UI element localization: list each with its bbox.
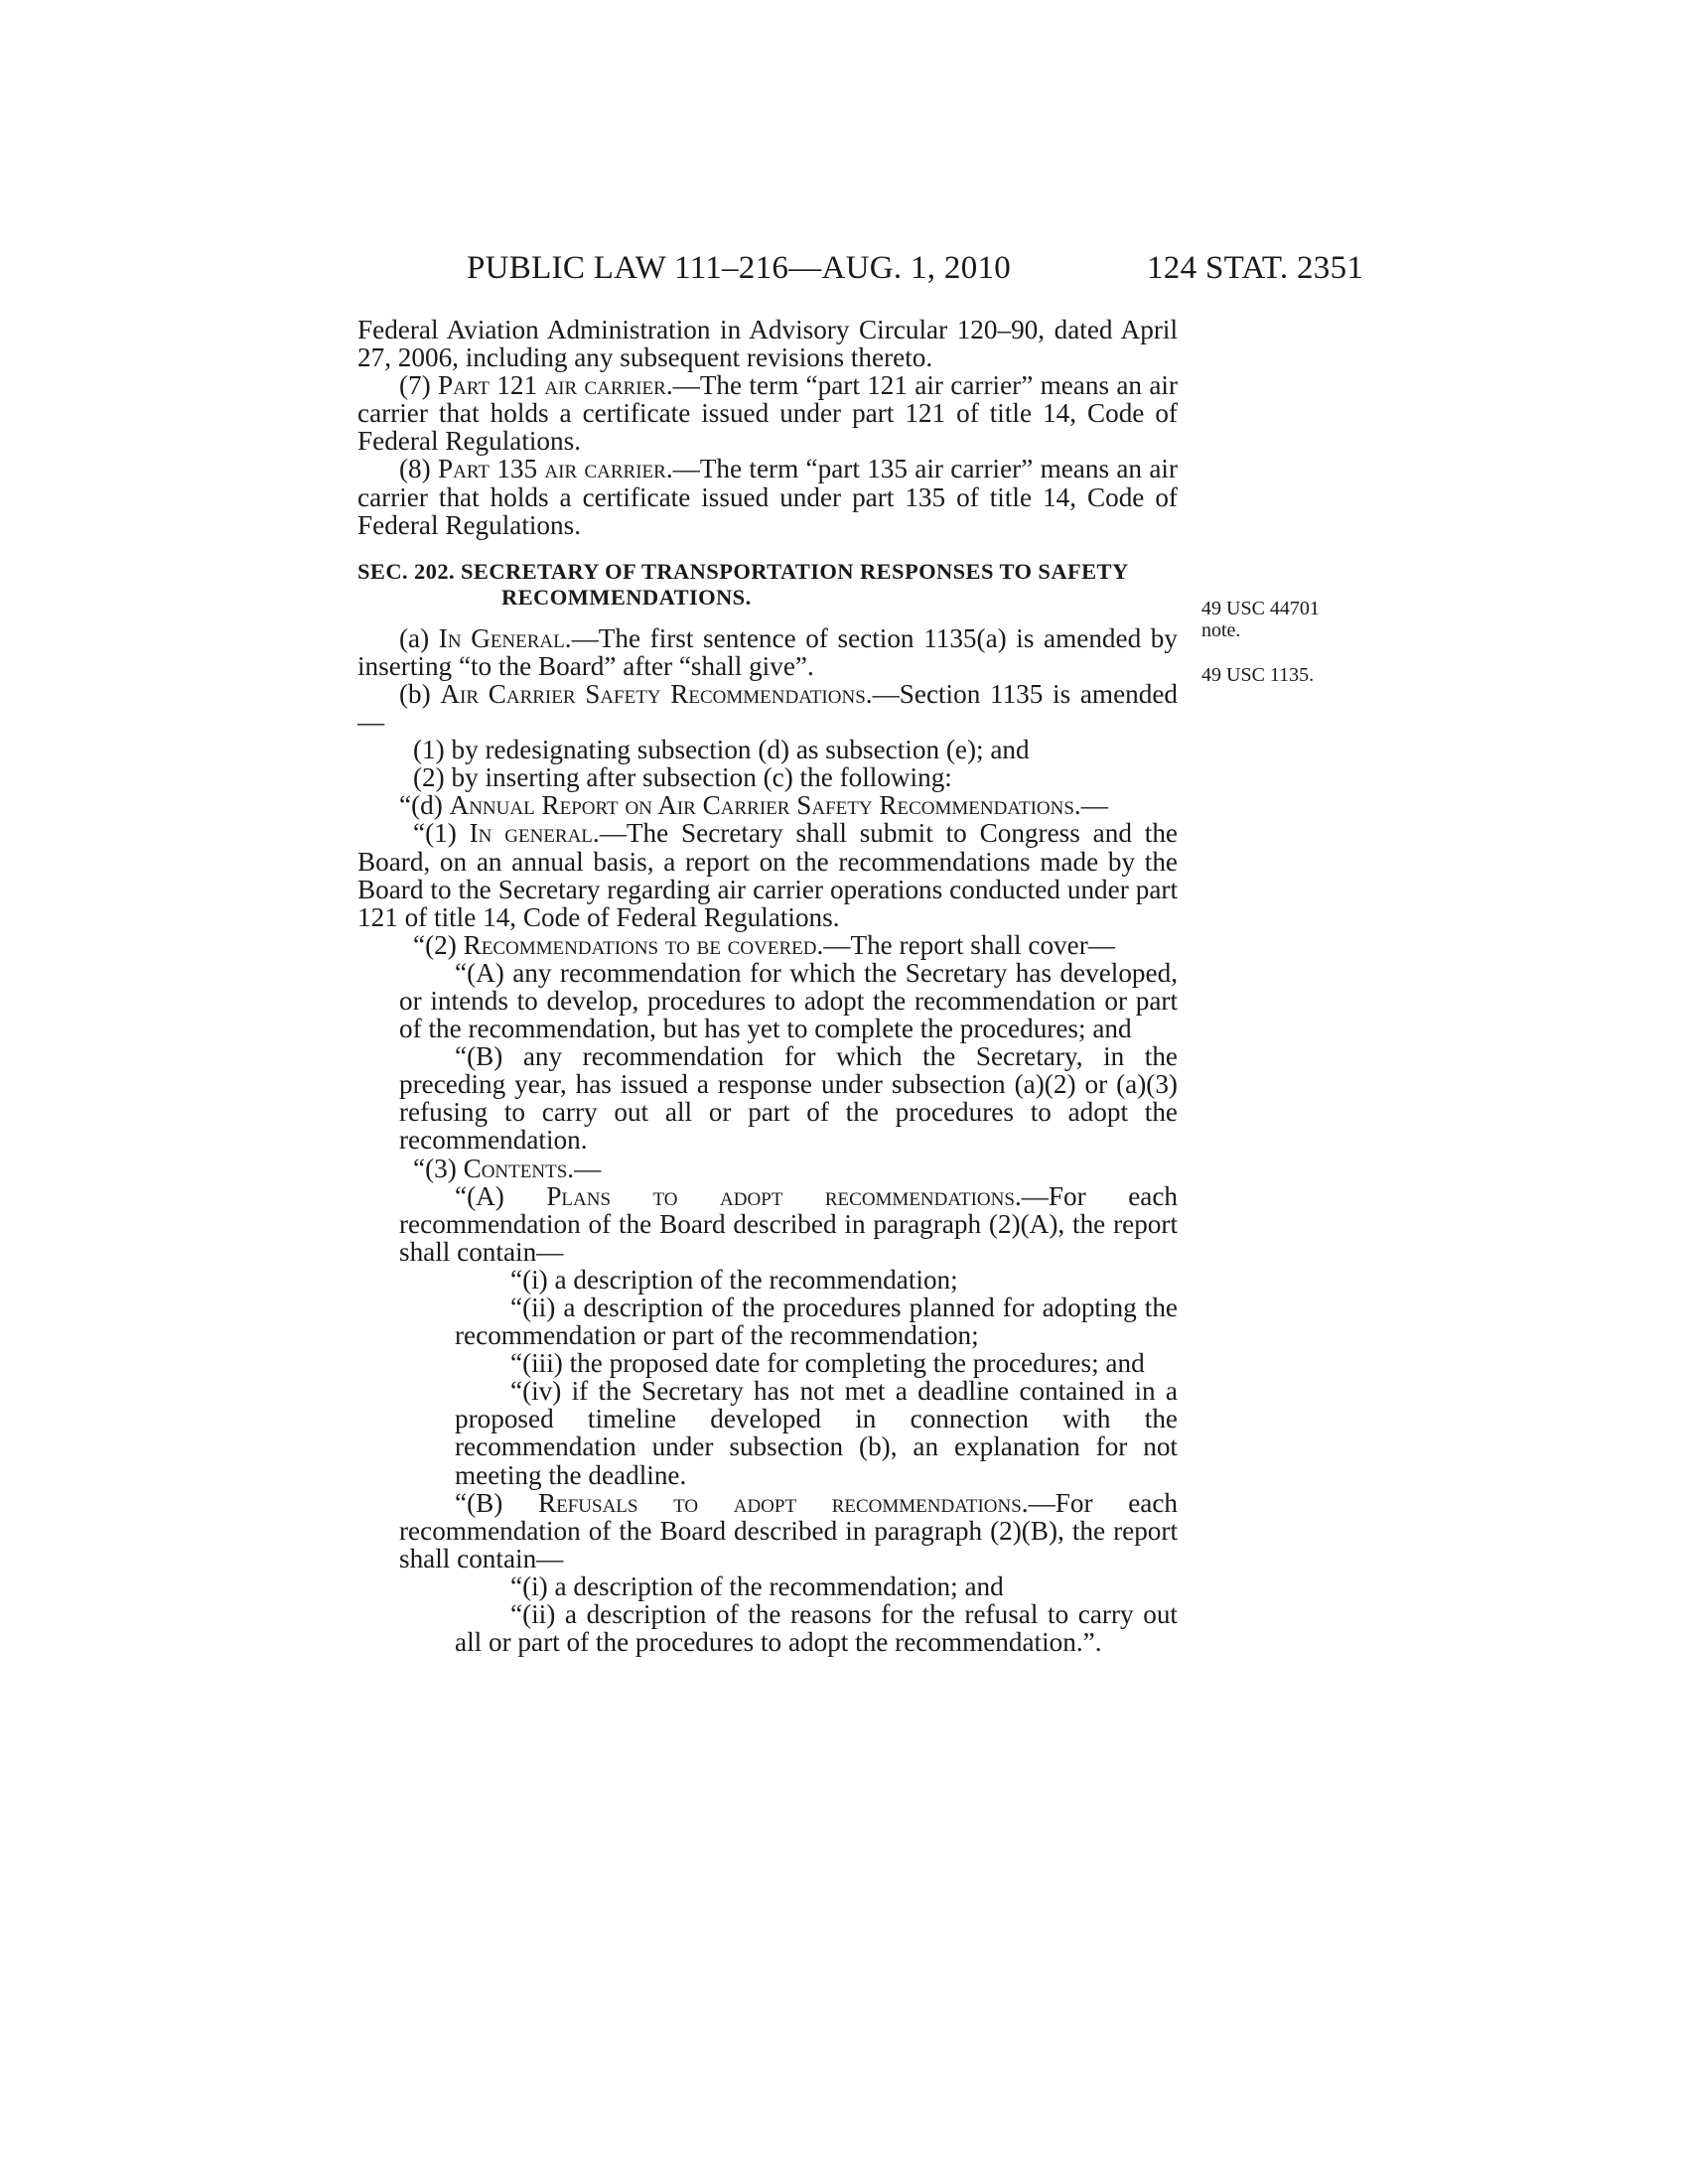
section-heading-line: SEC. 202. SECRETARY OF TRANSPORTATION RESPONSES TO SAFETY [357, 558, 1129, 584]
paragraph-number: “(2) [413, 929, 464, 960]
running-header-title: PUBLIC LAW 111–216—AUG. 1, 2010 [467, 250, 1012, 286]
paragraph-d-3 [357, 1155, 1178, 1182]
clause-d-3-B-ii: “(ii) a description of the reasons for the refusal to carry out all or part of the procedures to adopt the recommendation.”. [455, 1599, 1178, 1658]
subsection-text: .— [1073, 790, 1108, 821]
subsection-d [357, 791, 1178, 819]
subsection-heading: Annual Report on Air Carrier Safety Recommendations [449, 790, 1074, 821]
paragraph-text: .—The report shall cover— [816, 929, 1115, 960]
subparagraph-text: .—For each recommendation of the Board described in paragraph (2)(B), the report shall contain— [399, 1487, 1178, 1573]
paragraph-number: (7) [399, 370, 439, 401]
subsection-text: .—The first sentence of section 1135(a) is amended by inserting “to the Board” after “shall give”. [357, 622, 1178, 681]
section-heading [357, 559, 1178, 611]
clause-d-3-A-ii: “(ii) a description of the procedures planned for adopting the recommendation or part of the recommendation; [455, 1293, 1178, 1351]
subparagraph-number: “(A) [455, 1180, 547, 1211]
document-body [357, 316, 1178, 1656]
subparagraph-number: “(B) [455, 1487, 538, 1518]
paragraph-7 [357, 371, 1178, 455]
subsection-a [357, 624, 1178, 680]
subsection-text: .—Section 1135 is amended— [357, 678, 1178, 738]
paragraph-heading: In general [469, 818, 593, 849]
subparagraph-d-2-B: “(B) any recommendation for which the Secretary, in the preceding year, has issued a response under subsection (a)(2) or (a)(3) refusing to carry out all or part of the procedures to adopt the recommendation. [399, 1041, 1178, 1156]
running-header-page-number: 124 STAT. 2351 [1147, 250, 1364, 286]
clause-d-3-B-i: “(i) a description of the recommendation; and [510, 1570, 1004, 1601]
subsection-b-item-1: (1) by redesignating subsection (d) as subsection (e); and [413, 735, 1030, 765]
subsection-heading: In General [438, 622, 565, 653]
paragraph-heading: Part 135 air carrier [438, 454, 666, 484]
subparagraph-d-3-A [357, 1182, 1178, 1266]
paragraph-text: .—The term “part 121 air carrier” means an air carrier that holds a certificate issued under part 121 of title 14, Code of Federal Regulations. [357, 370, 1179, 457]
paragraph-text: .—The term “part 135 air carrier” means an air carrier that holds a certificate issued under part 135 of title 14, Code of Federal Regulations. [357, 454, 1179, 540]
subparagraph-heading: Plans to adopt recommendations [546, 1180, 1015, 1211]
margin-note-usc-44701 [1201, 598, 1320, 641]
paragraph-d-1 [357, 819, 1178, 930]
subparagraph-d-2-A: “(A) any recommendation for which the Secretary has developed, or intends to develop, procedures to adopt the recommendation or part of the recommendation, but has yet to complete the procedures; and [399, 957, 1178, 1044]
subsection-heading: Air Carrier Safety Recommendations [440, 678, 866, 709]
subsection-b-item-2: (2) by inserting after subsection (c) the following: [413, 762, 952, 793]
subparagraph-d-3-B [357, 1489, 1178, 1572]
paragraph-heading: Part 121 air carrier [438, 370, 666, 401]
subsection-number: (a) [399, 622, 439, 653]
clause-d-3-A-iv: “(iv) if the Secretary has not met a deadline contained in a proposed timeline developed in connection with the recommendation under subsection (b), an explanation for not meeting the deadline. [455, 1376, 1178, 1490]
paragraph-8 [357, 455, 1178, 538]
subparagraph-text: .—For each recommendation of the Board described in paragraph (2)(A), the report shall contain— [399, 1180, 1178, 1267]
margin-note-line: 49 USC 44701 [1201, 598, 1320, 619]
clause-d-3-A-i: “(i) a description of the recommendation; [510, 1264, 958, 1295]
margin-note-line: note. [1201, 619, 1241, 641]
subsection-b [357, 680, 1178, 736]
paragraph-continuation: Federal Aviation Administration in Advisory Circular 120–90, dated April 27, 2006, including any subsequent revisions thereto. [357, 315, 1178, 373]
paragraph-text: .— [567, 1153, 602, 1183]
margin-note-usc-1135: 49 USC 1135. [1201, 664, 1315, 686]
paragraph-number: “(3) [413, 1153, 464, 1183]
paragraph-d-2 [357, 931, 1178, 959]
subsection-number: (b) [399, 678, 441, 709]
subparagraph-heading: Refusals to adopt recommendations [537, 1487, 1022, 1518]
subsection-number: “(d) [399, 790, 450, 821]
paragraph-heading: Contents [463, 1153, 568, 1183]
paragraph-heading: Recommendations to be covered [463, 929, 817, 960]
paragraph-number: “(1) [413, 818, 470, 849]
section-heading-line: RECOMMENDATIONS. [501, 584, 752, 610]
clause-d-3-A-iii: “(iii) the proposed date for completing the procedures; and [510, 1348, 1145, 1379]
paragraph-number: (8) [399, 454, 439, 484]
paragraph-text: .—The Secretary shall submit to Congress and the Board, on an annual basis, a report on the recommendations made by the Board to the Secretary regarding air carrier operations conducted under part 121 of title 14, Code of Federal Regulations. [357, 818, 1178, 932]
